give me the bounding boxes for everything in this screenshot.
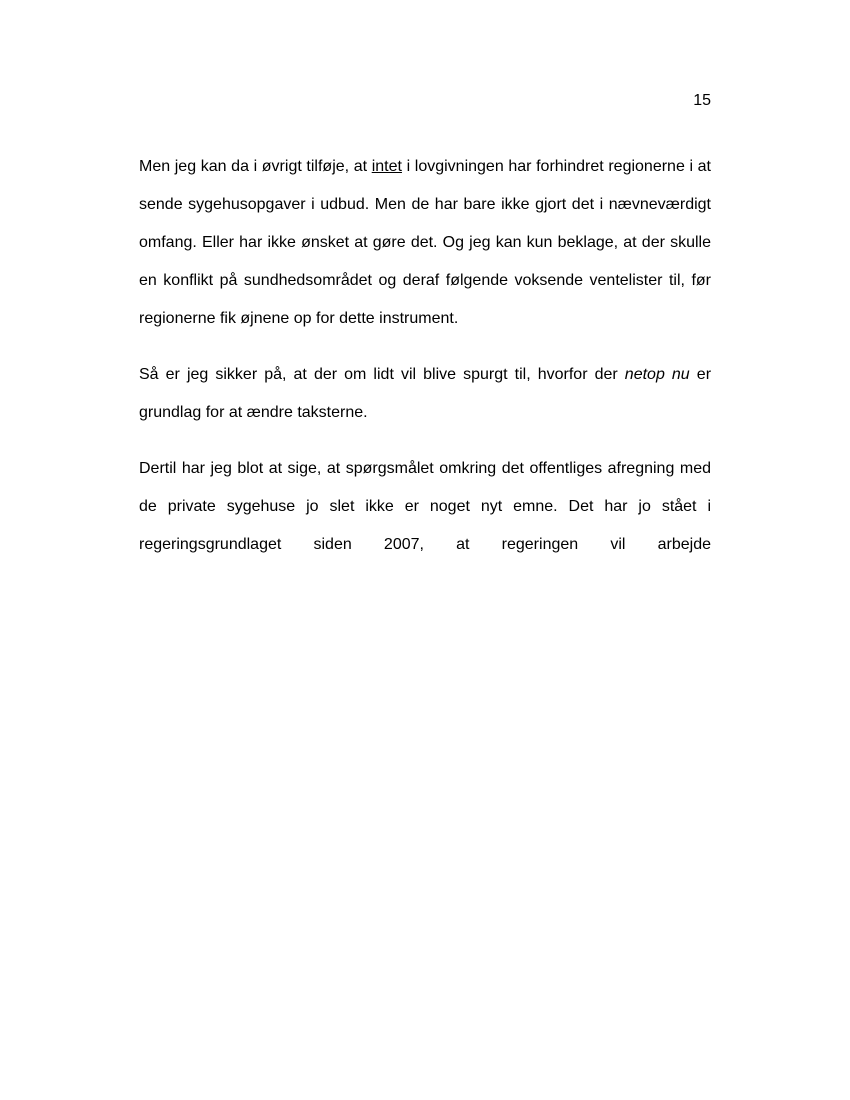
paragraph-1-text-start: Men jeg kan da i øvrigt tilføje, at — [139, 158, 372, 175]
paragraph-2-text-start: Så er jeg sikker på, at der om lidt vil blive spurgt til, hvorfor der — [139, 366, 625, 383]
italic-phrase: netop nu — [624, 366, 690, 383]
underlined-word: intet — [371, 158, 402, 175]
paragraph-3 — [139, 450, 711, 564]
page-number: 15 — [693, 92, 711, 109]
paragraph-1 — [139, 148, 711, 338]
paragraph-3-text: Dertil har jeg blot at sige, at spørgsmålet omkring det offentliges afregning med de private sygehuse jo slet ikke er noget nyt emne. Det har jo stået i regeringsgrundlaget siden 2007, at regeringen vil arbejde — [139, 460, 711, 553]
paragraph-2-text-end: er grundlag for at ændre taksterne. — [139, 366, 712, 421]
paragraph-2 — [139, 356, 711, 432]
document-body — [139, 148, 711, 564]
paragraph-1-text-end: i lovgivningen har forhindret regionerne i at sende sygehusopgaver i udbud. Men de har bare ikke gjort det i nævneværdigt omfang. Eller har ikke ønsket at gøre det. Og jeg kan kun beklage, at der skulle en konflikt på sundhedsområdet og deraf følgende voksende ventelister til, før regionerne fik øjnene op for dette instrument. — [139, 158, 712, 327]
